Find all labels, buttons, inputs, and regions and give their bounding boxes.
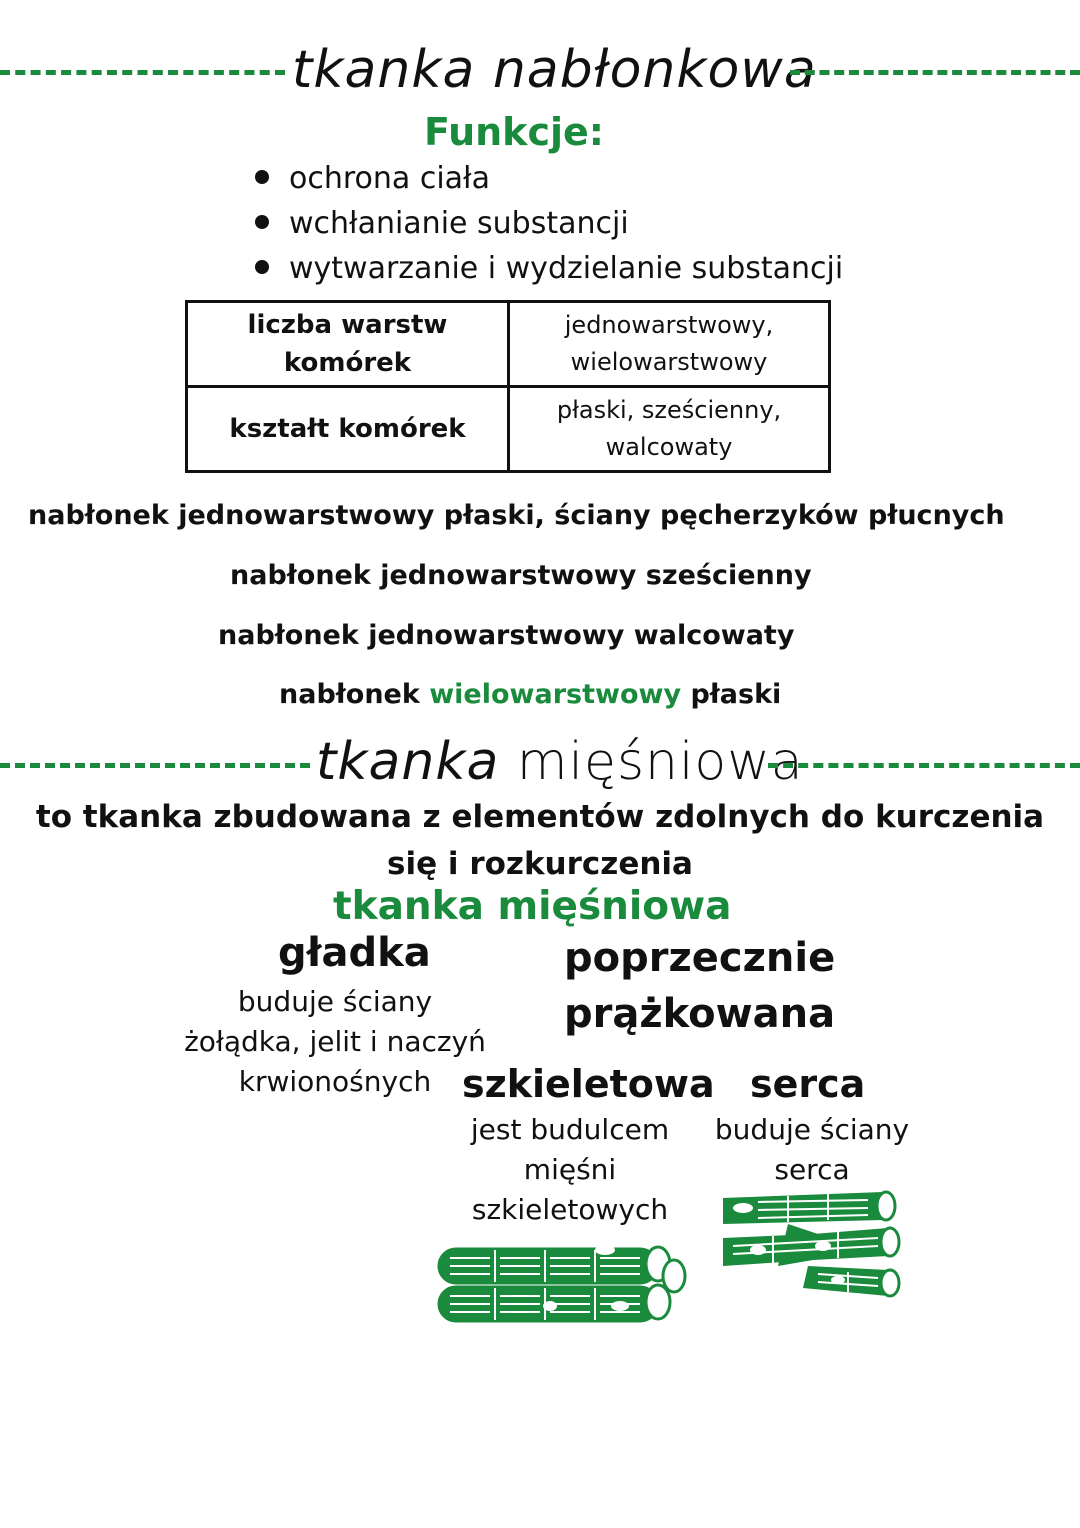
list-item: wchłanianie substancji <box>255 201 843 246</box>
list-item: ochrona ciała <box>255 156 843 201</box>
functions-list <box>255 156 843 291</box>
dashed-divider-left <box>0 763 310 768</box>
bullet-icon <box>255 170 269 184</box>
functions-heading: Funkcje: <box>424 110 604 154</box>
bullet-icon <box>255 260 269 274</box>
dashed-divider-right <box>790 70 1080 75</box>
cardiac-muscle-description: buduje ściany serca <box>714 1113 910 1186</box>
section-title: tkanka nabłonkowa <box>292 40 817 100</box>
epithelium-type-1: nabłonek jednowarstwowy płaski, ściany pęcherzyków płucnych <box>28 500 1005 531</box>
section-title: tkanka mięśniowa <box>316 732 804 792</box>
skeletal-muscle-illustration <box>430 1236 692 1330</box>
dashed-divider-left <box>0 70 285 75</box>
skeletal-muscle-title: szkieletowa <box>462 1062 715 1106</box>
epithelium-type-3: nabłonek jednowarstwowy walcowaty <box>218 620 795 651</box>
table-value-cell: jednowarstwowy, wielowarstwowy <box>509 302 830 387</box>
table-value-cell: płaski, sześcienny, walcowaty <box>509 387 830 472</box>
muscle-subheading: tkanka mięśniowa <box>333 884 732 929</box>
table-label-cell: kształt komórek <box>187 387 509 472</box>
section-muscle-heading <box>0 734 1080 794</box>
bullet-icon <box>255 215 269 229</box>
table-label-cell: liczba warstw komórek <box>187 302 509 387</box>
dashed-divider-right <box>768 763 1080 768</box>
table-row <box>187 387 830 472</box>
cardiac-muscle-illustration <box>718 1188 906 1300</box>
section-epithelial-heading <box>0 42 1080 102</box>
epithelium-type-2: nabłonek jednowarstwowy sześcienny <box>230 560 812 591</box>
properties-table <box>185 300 831 473</box>
skeletal-muscle-description: jest budulcem mięśni szkieletowych <box>470 1113 670 1226</box>
table-row <box>187 302 830 387</box>
striated-muscle-title: poprzecznie prążkowana <box>564 935 836 1037</box>
smooth-muscle-description: buduje ściany żołądka, jelit i naczyń krwionośnych <box>184 985 486 1098</box>
list-item: wytwarzanie i wydzielanie substancji <box>255 246 843 291</box>
epithelium-type-4: nabłonek wielowarstwowy płaski <box>279 679 782 710</box>
muscle-definition: to tkanka zbudowana z elementów zdolnych do kurczenia się i rozkurczenia <box>35 799 1045 882</box>
cardiac-muscle-title: serca <box>750 1062 866 1106</box>
smooth-muscle-title: gładka <box>278 930 431 976</box>
